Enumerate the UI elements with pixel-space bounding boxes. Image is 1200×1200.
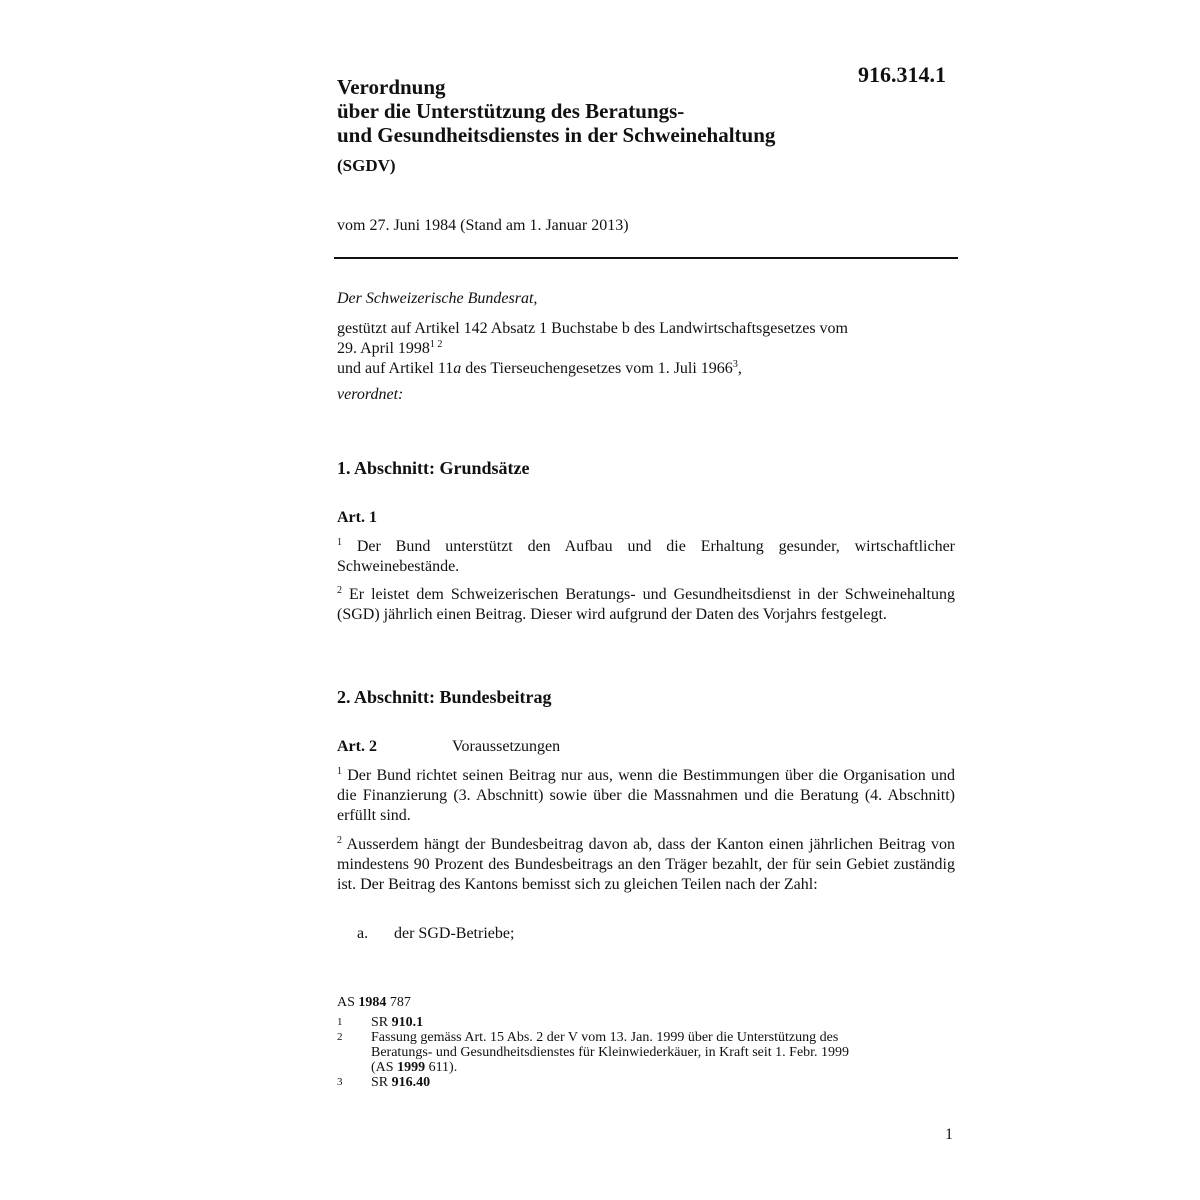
document-date: vom 27. Juni 1984 (Stand am 1. Januar 2013) <box>337 217 629 234</box>
art-1-paragraph-1: $^1$ Der Bund unterstützt den Aufbau und die Erhaltung gesunder, wirtschaftlicher Schweinebestände. <box>337 537 955 575</box>
list-item-a: a. der SGD-Betriebe; <box>357 925 515 942</box>
preamble-basis-1b: 29. April $1998^{1 2}$ <box>337 339 443 357</box>
preamble-decree: verordnet: <box>337 386 404 403</box>
preamble <box>337 289 957 405</box>
footnote-3: 3 SR 916.40 <box>337 1075 431 1090</box>
preamble-basis-2: und auf Artikel 11a des Tierseuchengesetzes vom 1. Juli 1966$^3$, <box>337 359 742 377</box>
source-reference: AS 1984 787 <box>337 995 411 1010</box>
footnote-ref: 1 2 <box>429 339 443 350</box>
art-2-paragraph-1: $^1$ Der Bund richtet seinen Beitrag nur aus, wenn die Bestimmungen über die Organisation und die Finanzierung (3. Abschnitt) sowie über die Massnahmen und die Beratung (4. Abschnitt) erfüllt sind. <box>337 766 955 824</box>
title-line: über die Unterstützung des Beratungs- <box>337 99 685 123</box>
art-1-paragraph-2: $^2$ Er leistet dem Schweizerischen Beratungs- und Gesundheitsdienst in der Schweinehaltung (SGD) jährlich einen Beitrag. Dieser wird aufgrund der Daten des Vorjahrs festgelegt. <box>337 585 955 623</box>
art-2-paragraph-2: $^2$ Ausserdem hängt der Bundesbeitrag davon ab, dass der Kanton einen jährlichen Beitrag von mindestens 90 Prozent des Bundesbeitrags an den Träger bezahlt, der für sein Gebiet zuständig ist. Der Beitrag des Kantons bemisst sich zu gleichen Teilen nach der Zahl: <box>337 835 955 893</box>
preamble-basis-1: gestützt auf Artikel 142 Absatz 1 Buchstabe b des Landwirtschaftsgesetzes vom <box>337 320 848 337</box>
art-2-title: Voraussetzungen <box>452 738 561 755</box>
art-2-label: Art. 2 <box>337 738 377 755</box>
preamble-authority: Der Schweizerische Bundesrat, <box>337 290 538 307</box>
title-line: Verordnung <box>337 75 446 99</box>
title-abbreviation: (SGDV) <box>337 156 396 175</box>
header-divider <box>334 257 958 259</box>
sr-number: 916.314.1 <box>858 62 946 87</box>
footnote-1: 1 SR 910.1 <box>337 1015 424 1030</box>
footnotes <box>337 995 957 1090</box>
title-line: und Gesundheitsdienstes in der Schweinehaltung <box>337 123 776 147</box>
footnote-2: 2 Fassung gemäss Art. 15 Abs. 2 der V vom 13. Jan. 1999 über die Unterstützung des Beratungs- und Gesundheitsdienstes für Kleinwiederkäuer, in Kraft seit 1. Febr. 1999 (AS 1999 611). <box>337 1030 850 1075</box>
art-1-label: Art. 1 <box>337 509 377 526</box>
page-number: 1 <box>945 1126 953 1143</box>
section-2-heading: 2. Abschnitt: Bundesbeitrag <box>337 687 552 707</box>
footnote-ref: 3 <box>732 359 738 370</box>
section-1-heading: 1. Abschnitt: Grundsätze <box>337 458 530 478</box>
document-title <box>337 75 775 147</box>
